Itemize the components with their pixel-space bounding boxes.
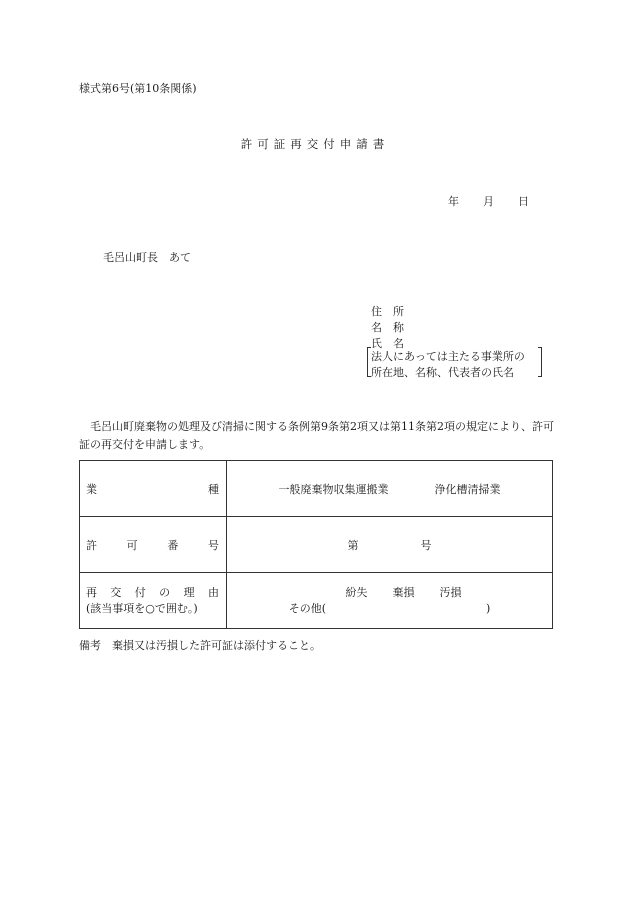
reason-value xyxy=(227,573,553,629)
permit-number-value[interactable] xyxy=(227,517,553,573)
reason-option-other[interactable]: その他( xyxy=(288,601,326,615)
label-char: 理 xyxy=(183,585,195,599)
label-char: 号 xyxy=(207,538,219,552)
reason-label-sub: (該当事項を○で囲む。) xyxy=(86,601,198,615)
label-char: 許 xyxy=(86,538,97,552)
date-month-label: 月 xyxy=(483,195,494,208)
application-table xyxy=(79,460,553,629)
permit-number-suffix: 号 xyxy=(420,538,432,552)
reason-option-lost[interactable]: 紛失 xyxy=(345,585,368,599)
addressee: 毛呂山町長 あて xyxy=(103,251,191,264)
remarks: 備考 棄損又は汚損した許可証は添付すること。 xyxy=(79,639,321,652)
reason-option-damaged[interactable]: 棄損 xyxy=(392,585,415,599)
table-row-business-type xyxy=(80,461,553,517)
business-type-label xyxy=(80,461,227,517)
label-char: 由 xyxy=(207,585,219,599)
reason-option-soiled[interactable]: 汚損 xyxy=(439,585,462,599)
table-row-reason xyxy=(80,573,553,629)
label-char: 番 xyxy=(167,538,179,552)
label-char: 付 xyxy=(134,585,146,599)
applicant-note-line2: 所在地、名称、代表者の氏名 xyxy=(371,366,514,379)
label-char: 再 xyxy=(86,585,97,599)
label-char: 可 xyxy=(126,538,138,552)
reason-other-blank[interactable] xyxy=(332,601,480,617)
applicant-name-label: 名 称 xyxy=(371,321,404,334)
label-char: 交 xyxy=(110,585,122,599)
table-row-permit-number xyxy=(80,517,553,573)
business-type-option-septic[interactable]: 浄化槽清掃業 xyxy=(434,482,501,496)
application-statement: 毛呂山町廃棄物の処理及び清掃に関する条例第9条第2項又は第11条第2項の規定により、許可証の再交付を申請します。 xyxy=(79,420,554,451)
applicant-person-label: 氏 名 xyxy=(371,337,404,350)
applicant-note-line1: 法人にあっては主たる事業所の xyxy=(371,350,525,363)
form-title: 許可証再交付申請書 xyxy=(240,137,390,151)
business-type-option-collection[interactable]: 一般廃棄物収集運搬業 xyxy=(278,482,389,496)
label-char: 業 xyxy=(86,482,97,496)
label-char: 種 xyxy=(208,482,219,496)
applicant-address-label: 住 所 xyxy=(371,305,404,318)
date-day-label: 日 xyxy=(518,195,529,208)
date-year-label: 年 xyxy=(448,195,459,208)
permit-number-label xyxy=(80,517,227,573)
label-char: の xyxy=(159,585,171,599)
reason-other-close: ) xyxy=(486,601,491,615)
reason-label xyxy=(80,573,227,629)
business-type-value xyxy=(227,461,553,517)
form-number: 様式第6号(第10条関係) xyxy=(79,82,197,95)
permit-number-prefix: 第 xyxy=(347,538,359,552)
